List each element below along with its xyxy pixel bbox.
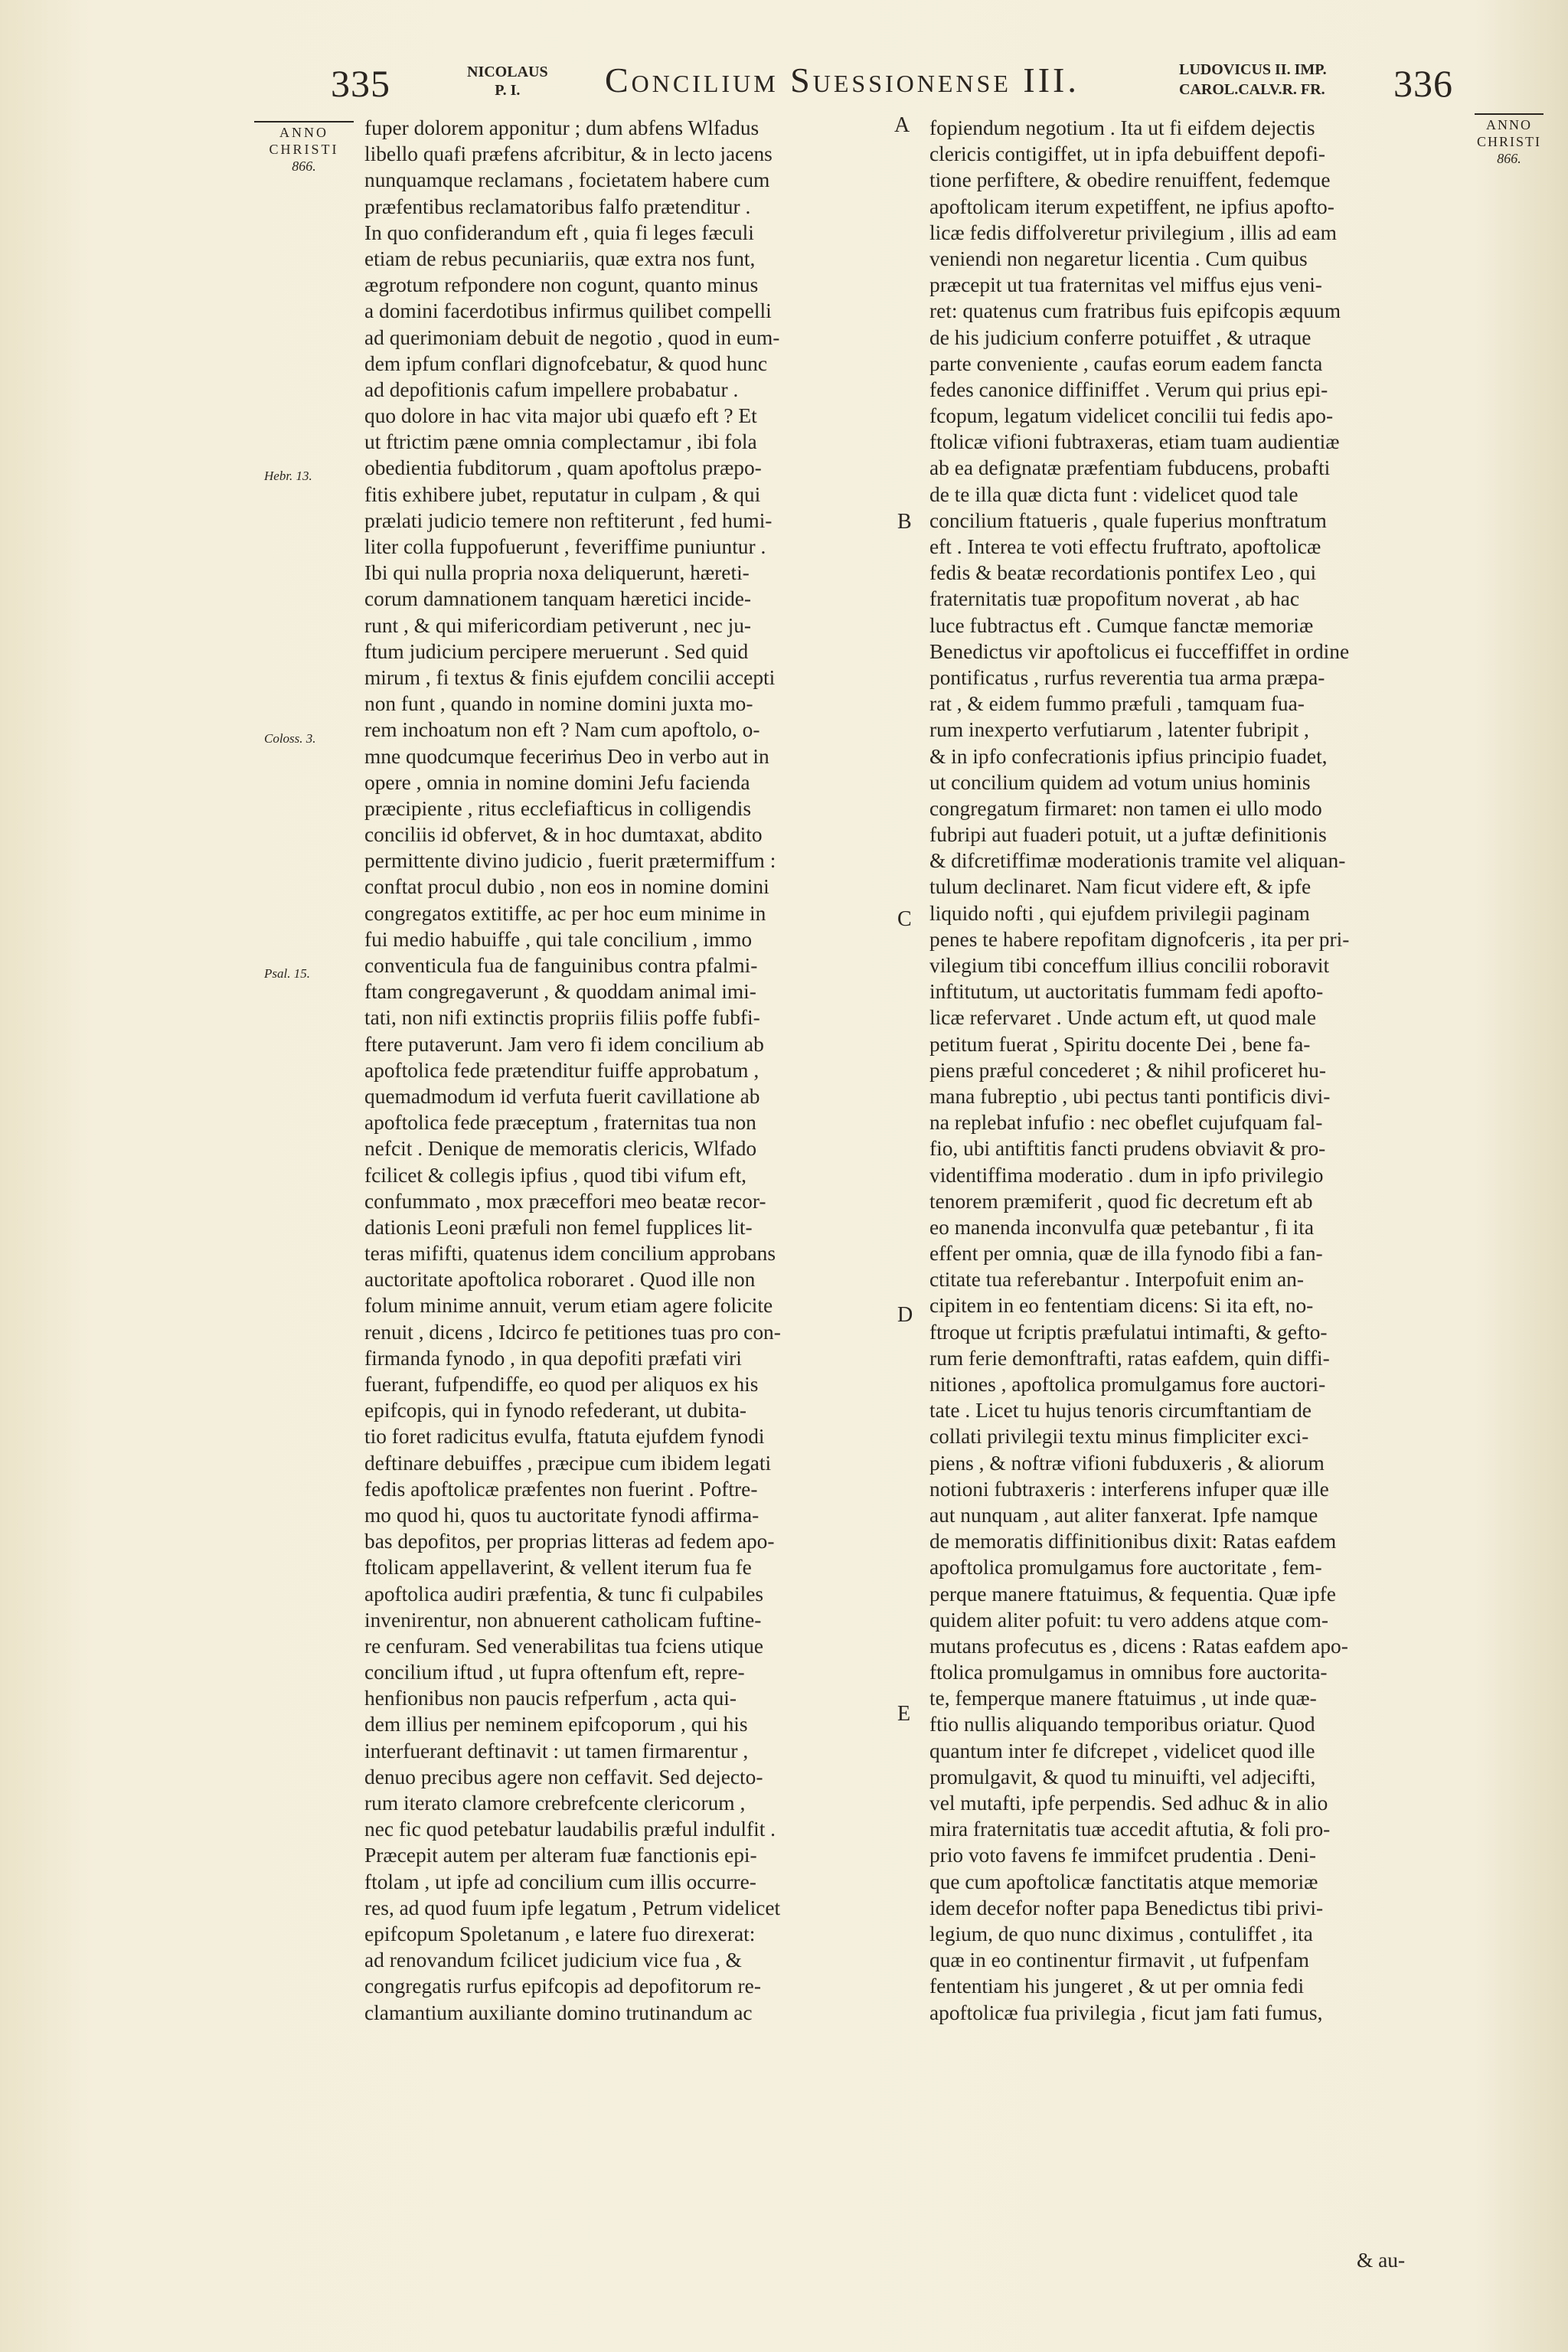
text-line: ftolicam appellaverint, & vellent iterum fua fe	[364, 1556, 752, 1579]
text-line: fubripi aut fuaderi potuit, ut a juftæ definitionis	[929, 823, 1327, 847]
text-line: fedis & beatæ recordationis pontifex Leo , qui	[929, 561, 1317, 585]
text-column-left	[364, 115, 900, 2026]
text-line: a domini facerdotibus infirmus quilibet compelli	[364, 299, 772, 323]
text-line: penes te habere repofitam dignofceris , ita per pri-	[929, 927, 1350, 951]
text-line: liquido nofti , qui ejufdem privilegii paginam	[929, 901, 1310, 925]
anno-christi-left: ANNO CHRISTI 866.	[254, 121, 354, 175]
text-line: mo quod hi, quos tu auctoritate fynodi affirma-	[364, 1503, 760, 1527]
text-line: conventicula fua de fanguinibus contra pfalmi-	[364, 954, 758, 977]
text-line: inftitutum, ut auctoritatis fummam fedi apofto-	[929, 980, 1324, 1004]
text-line: ftam congregaverunt , & quoddam animal imi-	[364, 980, 756, 1004]
text-line: denuo precibus agere non ceffavit. Sed dejecto-	[364, 1765, 763, 1788]
text-line: promulgavit, & quod tu minuifti, vel adjecifti,	[929, 1765, 1316, 1788]
section-letter-d: D	[897, 1303, 913, 1327]
text-line: piens , & noftræ vifioni fubduxeris , & aliorum	[929, 1451, 1325, 1475]
text-line: apoftolicam iterum expetiffent, ne ipfius apofto-	[929, 194, 1334, 218]
text-line: rat , & eidem fummo præfuli , tamquam fua-	[929, 692, 1305, 716]
margin-note-hebr: Hebr. 13.	[264, 469, 312, 483]
text-line: ctitate tua referebantur . Interpofuit enim an-	[929, 1268, 1304, 1292]
text-line: de te illa quæ dicta funt : videlicet quod tale	[929, 482, 1298, 506]
text-line: quantum inter fe difcrepet , videlicet quod ille	[929, 1739, 1315, 1762]
text-line: ut concilium quidem ad votum unius hominis	[929, 770, 1311, 794]
text-line: Benedictus vir apoftolicus ei fucceffiffet in ordine	[929, 639, 1350, 663]
text-line: mirum , fi textus & finis ejufdem concilii accepti	[364, 665, 776, 689]
text-line: fopiendum negotium . Ita ut fi eifdem dejectis	[929, 116, 1315, 139]
text-line: tione perfiftere, & obedire renuiffent, fedemque	[929, 168, 1331, 192]
text-line: Ibi qui nulla propria noxa deliquerunt, hæreti-	[364, 561, 750, 585]
text-line: fui medio habuiffe , qui tale concilium , immo	[364, 927, 753, 951]
text-line: apoftolica fede prætenditur fuiffe approbatum ,	[364, 1058, 760, 1082]
text-line: apoftolica fede præceptum , fraternitas tua non	[364, 1111, 756, 1135]
text-line: præfentibus reclamatoribus falfo prætenditur .	[364, 194, 751, 218]
text-line: auctoritate apoftolica roboraret . Quod ille non	[364, 1268, 756, 1292]
text-line: clamantium auxiliante domino trutinandum ac	[364, 2001, 753, 2024]
text-line: quo dolore in hac vita major ubi quæfo eft ? Et	[364, 404, 757, 428]
text-line: rem inchoatum non eft ? Nam cum apoftolo, o-	[364, 718, 760, 742]
text-line: effent per omnia, quæ de illa fynodo fibi a fan-	[929, 1242, 1323, 1266]
text-line: interfuerant deftinavit : ut tamen firmarentur ,	[364, 1739, 749, 1762]
text-line: ftolicæ vifioni fubtraxeras, etiam tuam audientiæ	[929, 430, 1340, 454]
text-line: aut nunquam , aut aliter fanxerat. Ipfe namque	[929, 1503, 1318, 1527]
text-line: conftat procul dubio , non eos in nomine domini	[364, 875, 769, 899]
text-line: legium, de quo nunc diximus , contuliffet , ita	[929, 1922, 1313, 1945]
text-line: tenorem præmiferit , quod fic decretum eft ab	[929, 1189, 1313, 1213]
text-line: fedis apoftolicæ præfentes non fuerint . Poftre-	[364, 1477, 758, 1501]
text-line: nitiones , apoftolica promulgamus fore auctori-	[929, 1373, 1326, 1396]
text-line: piens præful concederet ; & nihil proficeret hu-	[929, 1058, 1326, 1082]
text-line: de memoratis diffinitionibus dixit: Ratas eafdem	[929, 1530, 1337, 1553]
text-line: opere , omnia in nomine domini Jefu facienda	[364, 770, 750, 794]
text-line: prælati judicio temere non reftiterunt , fed humi-	[364, 508, 773, 532]
text-line: rum ferie demonftrafti, ratas eafdem, quin diffi-	[929, 1346, 1330, 1370]
text-line: tate . Licet tu hujus tenoris circumftantiam de	[929, 1399, 1312, 1423]
text-line: henfionibus non paucis refperfum , acta qui-	[364, 1687, 737, 1710]
text-line: nunquamque reclamans , focietatem habere cum	[364, 168, 770, 192]
text-line: quemadmodum id verfuta fuerit cavillatione ab	[364, 1084, 760, 1108]
text-line: mana fubreptio , ubi pectus tanti pontificis divi-	[929, 1084, 1331, 1108]
section-letter-c: C	[897, 907, 912, 931]
text-line: congregatis rurfus epifcopis ad depofitorum re-	[364, 1975, 761, 1998]
text-line: parte conveniente , caufas eorum eadem fancta	[929, 351, 1323, 375]
text-line: dem illius per neminem epifcoporum , qui his	[364, 1713, 748, 1736]
text-line: & difcretiffimæ moderationis tramite vel aliquan-	[929, 849, 1346, 873]
text-line: ret: quatenus cum fratribus fuis epifcopis æquum	[929, 299, 1341, 323]
text-line: bas depofitos, per proprias litteras ad fedem apo-	[364, 1530, 775, 1553]
text-line: præcipiente , ritus ecclefiafticus in colligendis	[364, 796, 752, 820]
running-header	[0, 46, 1568, 115]
text-line: clericis contigiffet, ut in ipfa debuiffent depofi-	[929, 142, 1325, 166]
text-line: runt , & qui mifericordiam petiverunt , nec ju-	[364, 613, 752, 637]
text-line: de his judicium conferre potuiffet , & utraque	[929, 325, 1312, 349]
text-line: ad renovandum fcilicet judicium vice fua , &	[364, 1949, 742, 1972]
text-line: re cenfuram. Sed venerabilitas tua fciens utique	[364, 1634, 763, 1658]
text-line: apoftolicæ fua privilegia , ficut jam fati fumus,	[929, 2001, 1323, 2024]
text-line: concilium ftatueris , quale fuperius monftratum	[929, 508, 1327, 532]
section-letter-b: B	[897, 510, 912, 534]
text-line: obedientia fubditorum , quam apoftolus præpo-	[364, 456, 762, 480]
text-line: ftere putaverunt. Jam vero fi idem concilium ab	[364, 1032, 764, 1056]
text-line: corum damnationem tanquam hæretici incide-	[364, 587, 752, 611]
text-line: tati, non nifi extinctis propriis filiis poffe fubfi-	[364, 1006, 760, 1030]
text-line: mira fraternitatis tuæ accedit aftutia, & foli pro-	[929, 1818, 1331, 1841]
text-line: nec fic quod petebatur laudabilis præful indulfit .	[364, 1818, 776, 1841]
page-number-right: 336	[1393, 62, 1453, 105]
text-line: etiam de rebus pecuniariis, quæ extra nos funt,	[364, 247, 756, 270]
text-line: ab ea defignatæ præfentiam fubducens, probafti	[929, 456, 1331, 480]
text-line: & in ipfo confecrationis ipfius principio fuadet,	[929, 744, 1328, 768]
text-line: libello quafi præfens afcribitur, & in lecto jacens	[364, 142, 773, 166]
text-line: eft . Interea te voti effectu fruftrato, apoftolicæ	[929, 535, 1321, 558]
text-line: fcilicet & collegis ipfius , quod tibi vifum eft,	[364, 1163, 747, 1187]
text-line: ftroque ut fcriptis præfulatui intimafti, & gefto-	[929, 1320, 1328, 1344]
text-line: vilegium tibi conceffum illius concilii roboravit	[929, 954, 1330, 977]
text-line: confummato , mox præceffori meo beatæ recor-	[364, 1189, 766, 1213]
section-letter-e: E	[897, 1702, 911, 1726]
text-line: conciliis id obfervet, & in hoc dumtaxat, abdito	[364, 823, 763, 847]
text-line: deftinare debuiffes , præcipue cum ibidem legati	[364, 1451, 772, 1475]
text-line: concilium iftud , ut fupra oftenfum eft, repre-	[364, 1661, 745, 1684]
text-line: invenirentur, non abnuerent catholicam fuftine-	[364, 1608, 762, 1632]
catchword: & au-	[1357, 2249, 1406, 2272]
text-line: ftio nullis aliquando temporibus oriatur. Quod	[929, 1713, 1315, 1736]
text-line: ftolica promulgamus in omnibus fore auctorita-	[929, 1661, 1328, 1684]
text-line: epifcopum Spoletanum , e latere fuo direxerat:	[364, 1922, 756, 1945]
text-line: permittente divino judicio , fuerit prætermiffum :	[364, 849, 776, 873]
text-line: ftum judicium percipere meruerunt . Sed quid	[364, 639, 749, 663]
text-line: fitis exhibere jubet, reputatur in culpam , & qui	[364, 482, 761, 506]
text-line: fuper dolorem apponitur ; dum abfens Wlfadus	[364, 116, 760, 139]
text-line: congregatos extitiffe, ac per hoc eum minime in	[364, 901, 766, 925]
header-rulers-label: LUDOVICUS II. IMP. CAROL.CALV.R. FR.	[1179, 61, 1327, 98]
text-line: tulum declinaret. Nam ficut videre eft, & ipfe	[929, 875, 1312, 899]
text-line: que cum apoftolicæ fanctitatis atque memoriæ	[929, 1870, 1318, 1893]
text-line: Præcepit autem per alteram fuæ fanctionis epi-	[364, 1844, 757, 1867]
text-line: vel mutafti, ipfe perpendis. Sed adhuc & in alio	[929, 1792, 1328, 1815]
text-line: ftolam , ut ipfe ad concilium cum illis occurre-	[364, 1870, 756, 1893]
text-line: præcepit ut tua fraternitas vel miffus ejus veni-	[929, 273, 1322, 297]
margin-note-psal: Psal. 15.	[264, 966, 310, 981]
text-line: collati privilegii textu minus fimpliciter exci-	[929, 1425, 1309, 1449]
text-line: idem decefor nofter papa Benedictus tibi privi-	[929, 1896, 1324, 1919]
text-line: nefcit . Denique de memoratis clericis, Wlfado	[364, 1137, 757, 1161]
text-line: ægrotum refpondere non cogunt, quanto minus	[364, 273, 759, 297]
text-line: pontificatus , rurfus reverentia tua arma præpa-	[929, 665, 1325, 689]
text-line: videntiffima moderatio . dum in ipfo privilegio	[929, 1163, 1324, 1187]
text-line: epifcopis, qui in fynodo refederant, ut dubita-	[364, 1399, 746, 1423]
text-line: luce fubtractus eft . Cumque fanctæ memoriæ	[929, 613, 1314, 637]
text-line: non funt , quando in nomine domini juxta mo-	[364, 692, 753, 716]
text-line: fuerant, fufpendiffe, eo quod per aliquos ex his	[364, 1373, 759, 1396]
text-line: firmanda fynodo , in qua depofiti præfati viri	[364, 1346, 742, 1370]
text-line: rum inexperto verfutiarum , latenter fubripit ,	[929, 718, 1309, 742]
text-column-right	[929, 115, 1458, 2026]
text-line: fcopum, legatum videlicet concilii tui fedis apo-	[929, 404, 1334, 428]
text-line: ad depofitionis cafum impellere probabatur .	[364, 377, 739, 401]
text-line: dationis Leoni præfuli non femel fupplices lit-	[364, 1215, 753, 1239]
text-line: congregatum firmaret: non tamen ei ullo modo	[929, 796, 1322, 820]
text-line: mne quodcumque feceriṁus Deo in verbo aut in	[364, 744, 769, 768]
text-line: tio foret radicitus evulfa, ftatuta ejufdem fynodi	[364, 1425, 765, 1449]
text-line: prio voto favens fe immifcet prudentia . Deni-	[929, 1844, 1317, 1867]
text-line: ut ftrictim pæne omnia complectamur , ibi fola	[364, 430, 757, 454]
text-line: folum minime annuit, verum etiam agere folicite	[364, 1294, 773, 1318]
text-line: liter colla fuppofuerunt , feveriffime puniuntur .	[364, 535, 766, 558]
text-line: licæ refervaret . Unde actum eft, ut quod male	[929, 1006, 1317, 1030]
text-line: apoftolica promulgamus fore auctoritate , fem-	[929, 1556, 1322, 1579]
text-line: fraternitatis tuæ propofitum noverat , ab hac	[929, 587, 1299, 611]
text-line: eo manenda inconvulfa quæ petebantur , fi ita	[929, 1215, 1314, 1239]
text-line: In quo confiderandum eft , quia fi leges fæculi	[364, 220, 754, 244]
text-line: mutans profecutus es , dicens : Ratas eafdem apo-	[929, 1634, 1348, 1658]
text-line: dem ipfum conflari dignofcebatur, & quod hunc	[364, 351, 768, 375]
text-line: res, ad quod fuum ipfe legatum , Petrum videlicet	[364, 1896, 781, 1919]
text-line: veniendi non negaretur licentia . Cum quibus	[929, 247, 1308, 270]
text-line: renuit , dicens , Idcirco fe petitiones tuas pro con-	[364, 1320, 781, 1344]
text-line: fententiam his jungeret , & ut per omnia fedi	[929, 1975, 1305, 1998]
text-line: petitum fuerat , Spiritu docente Dei , bene fa-	[929, 1032, 1311, 1056]
header-pope-label: NICOLAUS P. I.	[467, 64, 548, 99]
text-line: teras mififti, quatenus idem concilium approbans	[364, 1242, 776, 1266]
margin-note-coloss: Coloss. 3.	[264, 731, 316, 746]
anno-christi-right: ANNO CHRISTI 866.	[1475, 113, 1544, 167]
text-line: ad querimoniam debuit de negotio , quod in eum-	[364, 325, 780, 349]
text-line: licæ fedis diffolveretur privilegium , illis ad eam	[929, 220, 1337, 244]
text-line: perque manere ftatuimus, & fequentia. Quæ ipfe	[929, 1582, 1336, 1606]
text-line: apoftolica audiri præfentia, & tunc fi culpabiles	[364, 1582, 764, 1606]
text-line: rum iterato clamore crebrefcente clericorum ,	[364, 1792, 746, 1815]
page-number-left: 335	[331, 62, 390, 105]
text-line: fio, ubi antiftitis fancti prudens obviavit & pro-	[929, 1137, 1326, 1161]
text-line: notioni fubtraxeris : interferens infuper quæ ille	[929, 1477, 1329, 1501]
text-line: na replebat infufio : nec obeflet cujufquam fal-	[929, 1111, 1323, 1135]
text-line: te, femperque manere ftatuimus , ut inde quæ-	[929, 1687, 1317, 1710]
section-letter-a: A	[894, 113, 910, 137]
page-title: Concilium Suessionense III.	[605, 60, 1080, 100]
text-line: quæ in eo continentur firmavit , ut fufpenfam	[929, 1949, 1309, 1972]
text-line: cipitem in eo fententiam dicens: Si ita eft, no-	[929, 1294, 1314, 1318]
text-line: quidem aliter pofuit: tu vero addens atque com-	[929, 1608, 1329, 1632]
text-line: fedes canonice diffiniffet . Verum qui prius epi-	[929, 377, 1328, 401]
